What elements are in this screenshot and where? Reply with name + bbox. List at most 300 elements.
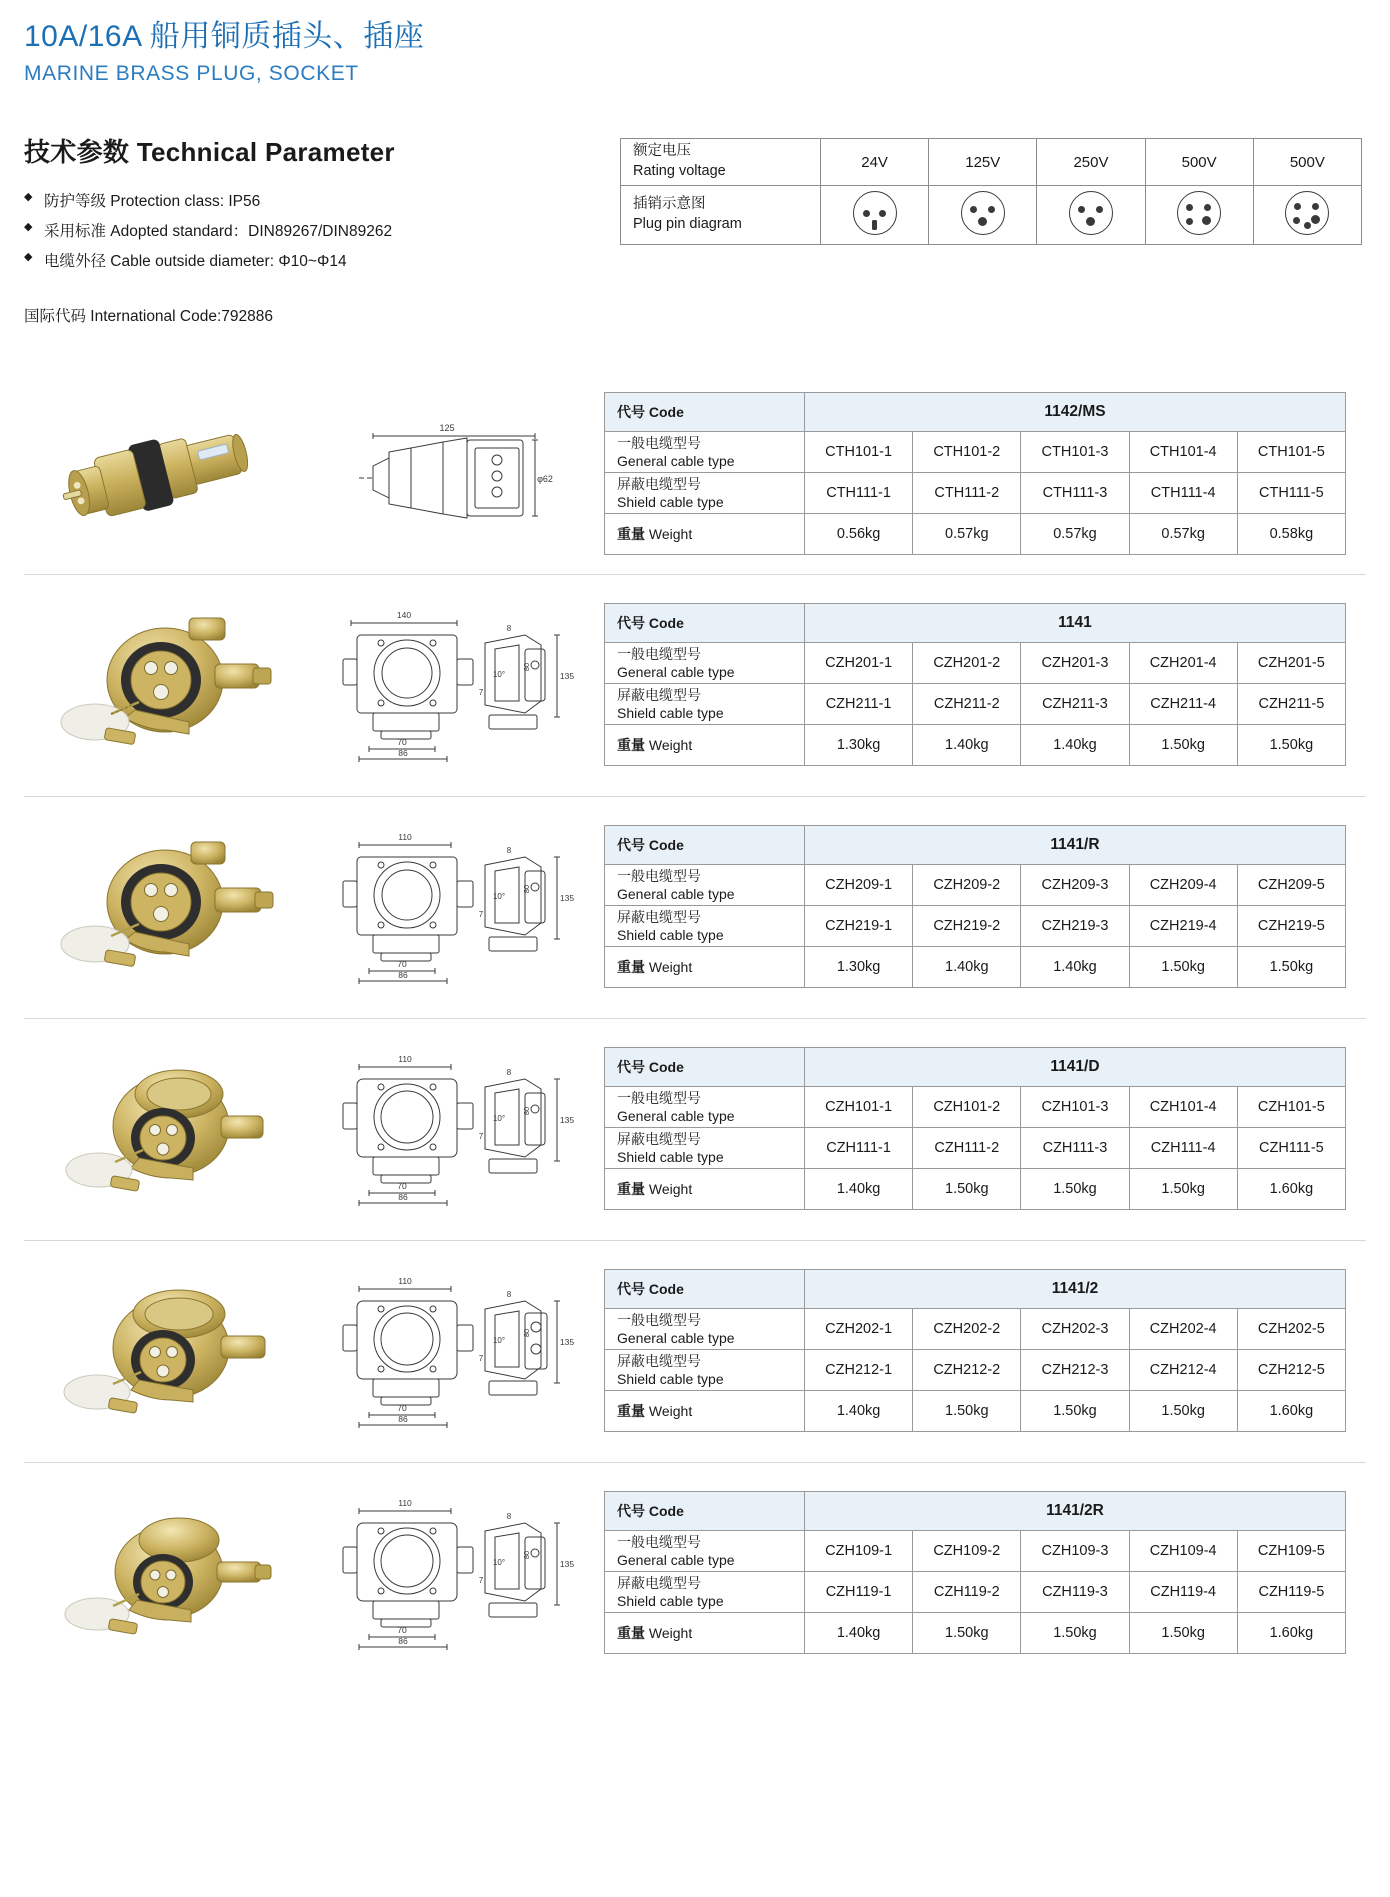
code-label-en: Code [648,403,684,420]
dim-base-b: 86 [398,1191,408,1202]
dim-angle: 10° [492,1557,506,1567]
weight-label [605,1391,805,1432]
shield-cable-label-cn: 屏蔽电缆型号 [617,475,701,492]
list-item-label: 电缆外径 Cable outside diameter: Φ10~Φ14 [44,253,347,271]
pin-bar [872,220,877,230]
dim-height: 135 [559,1558,575,1569]
marine-brass-socket-cover-photo [39,1054,289,1204]
table-row [605,1572,1346,1613]
table-row [605,1613,1346,1654]
socket-dimension-drawing [329,1271,579,1431]
dim-height: 135 [559,1114,575,1125]
weight-label-cn: 重量 [617,958,645,975]
shield-cable-label [605,684,805,725]
pin-dot [988,206,995,213]
weight-label-en: Weight [648,958,693,975]
plug-pin-cell [1037,186,1145,245]
voltage-value: 24V [821,139,929,186]
table-row [605,684,1346,725]
weight-value: 0.57kg [913,514,1021,555]
list-item [24,187,604,217]
general-cable-value: CTH101-1 [805,432,913,473]
shield-cable-value: CTH111-5 [1237,473,1345,514]
code-label [605,1492,805,1531]
dim-angle: 10° [492,1335,506,1345]
table-row [605,1350,1346,1391]
general-cable-value: CZH209-3 [1021,865,1129,906]
plug-pin-3p-icon [1069,191,1113,235]
dim-width: 110 [398,831,412,842]
weight-value: 1.50kg [1021,1391,1129,1432]
pin-dot [970,206,977,213]
code-label [605,1048,805,1087]
technical-parameter-heading: 技术参数 Technical Parameter [24,137,395,167]
code-label [605,393,805,432]
weight-label-en: Weight [648,1624,693,1641]
general-cable-label-en: General cable type [617,664,735,680]
product-row [0,1240,1390,1462]
dim-base-a: 70 [397,1624,407,1635]
pin-dot-large [1202,216,1211,225]
shield-cable-value: CZH219-3 [1021,906,1129,947]
table-row [605,725,1346,766]
shield-cable-label-en: Shield cable type [617,494,724,510]
product-code: 1141/2R [805,1492,1346,1531]
shield-cable-label-en: Shield cable type [617,927,724,943]
code-label-en: Code [648,836,684,853]
dim-small: 7 [478,1575,484,1585]
pin-dot [1294,203,1301,210]
shield-cable-label-cn: 屏蔽电缆型号 [617,1574,701,1591]
dim-depth: 80 [522,1106,531,1115]
dim-base-b: 86 [398,1635,408,1646]
pin-dot-large [1086,217,1095,226]
dim-width: 110 [398,1275,412,1286]
shield-cable-label-en: Shield cable type [617,705,724,721]
plug-pin-cell [1253,186,1361,245]
plug-pin-cell [929,186,1037,245]
product-spec-cell [604,1269,1366,1432]
product-photo-cell [24,1054,304,1204]
shield-cable-value: CZH219-5 [1237,906,1345,947]
shield-cable-value: CZH119-4 [1129,1572,1237,1613]
shield-cable-value: CZH119-3 [1021,1572,1129,1613]
pin-dot [863,210,870,217]
shield-cable-label-cn: 屏蔽电缆型号 [617,908,701,925]
list-item-label: 采用标准 Adopted standard：DIN89267/DIN89262 [44,223,393,241]
weight-label-cn: 重量 [617,1402,645,1419]
weight-value: 1.40kg [913,725,1021,766]
general-cable-label [605,432,805,473]
table-row [605,1531,1346,1572]
general-cable-value: CZH109-1 [805,1531,913,1572]
list-item [24,247,604,277]
table-row [605,1309,1346,1350]
rating-voltage-label [621,139,821,186]
row-divider [24,574,1366,575]
svg-text:8: 8 [506,845,512,855]
table-row [605,1270,1346,1309]
marine-brass-socket-photo [39,832,289,982]
general-cable-value: CZH109-4 [1129,1531,1237,1572]
product-drawing-cell [304,1049,604,1209]
plug-pin-3p-icon [961,191,1005,235]
table-row [605,1391,1346,1432]
general-cable-label [605,865,805,906]
general-cable-label-en: General cable type [617,1330,735,1346]
product-row [0,574,1390,796]
weight-value: 1.50kg [1129,1391,1237,1432]
general-cable-label [605,1087,805,1128]
weight-value: 1.50kg [1021,1169,1129,1210]
dim-small: 7 [478,1353,484,1363]
spec-table [604,603,1346,766]
spec-table [604,392,1346,555]
product-code: 1141/D [805,1048,1346,1087]
product-code: 1141/2 [805,1270,1346,1309]
table-row [605,947,1346,988]
weight-value: 1.50kg [1129,947,1237,988]
general-cable-value: CZH201-1 [805,643,913,684]
general-cable-value: CZH202-2 [913,1309,1021,1350]
dim-base-b: 86 [398,969,408,980]
general-cable-value: CZH201-3 [1021,643,1129,684]
dim-base-a: 70 [397,736,407,747]
pin-dot-large [978,217,987,226]
pin-dot [879,210,886,217]
shield-cable-value: CZH211-4 [1129,684,1237,725]
weight-value: 1.40kg [1021,947,1129,988]
table-row [621,139,1362,186]
shield-cable-value: CZH211-3 [1021,684,1129,725]
general-cable-value: CTH101-2 [913,432,1021,473]
general-cable-label-en: General cable type [617,886,735,902]
general-cable-label-cn: 一般电缆型号 [617,645,701,662]
table-row [605,1087,1346,1128]
dim-small: 7 [478,687,484,697]
general-cable-label-cn: 一般电缆型号 [617,1089,701,1106]
product-spec-cell [604,392,1366,555]
spec-table [604,1047,1346,1210]
shield-cable-label-cn: 屏蔽电缆型号 [617,1352,701,1369]
product-row [0,374,1390,574]
dim-angle: 10° [492,891,506,901]
shield-cable-value: CZH111-1 [805,1128,913,1169]
weight-value: 1.50kg [1021,1613,1129,1654]
table-row [605,1492,1346,1531]
weight-label-en: Weight [648,736,693,753]
code-label [605,604,805,643]
general-cable-label-en: General cable type [617,1552,735,1568]
general-cable-value: CZH109-5 [1237,1531,1345,1572]
weight-value: 1.50kg [913,1391,1021,1432]
product-drawing-cell [304,605,604,765]
general-cable-value: CTH101-4 [1129,432,1237,473]
technical-parameter-list [24,187,604,278]
product-drawing-cell [304,827,604,987]
weight-value: 1.60kg [1237,1169,1345,1210]
voltage-value: 125V [929,139,1037,186]
weight-label-cn: 重量 [617,1180,645,1197]
weight-value: 1.50kg [913,1169,1021,1210]
list-item [24,217,604,247]
shield-cable-label-en: Shield cable type [617,1593,724,1609]
general-cable-value: CZH201-5 [1237,643,1345,684]
pin-dot-large [1311,215,1320,224]
shield-cable-value: CZH211-1 [805,684,913,725]
general-cable-value: CZH201-4 [1129,643,1237,684]
shield-cable-value: CZH119-5 [1237,1572,1345,1613]
code-label-cn: 代号 [617,1058,645,1075]
dim-width: 110 [398,1497,412,1508]
dim-depth: 80 [522,662,531,671]
general-cable-value: CZH101-1 [805,1087,913,1128]
socket-dimension-drawing [329,1493,579,1653]
shield-cable-label [605,1128,805,1169]
product-photo-cell [24,832,304,982]
general-cable-label-en: General cable type [617,453,735,469]
table-row [605,826,1346,865]
shield-cable-value: CZH111-4 [1129,1128,1237,1169]
svg-text:φ62: φ62 [537,473,553,484]
general-cable-label-cn: 一般电缆型号 [617,1311,701,1328]
dim-base-a: 70 [397,1180,407,1191]
dim-small: 7 [478,909,484,919]
marine-brass-socket-photo [39,1498,289,1648]
diamond-bullet-icon: ◆ [24,221,33,234]
general-cable-value: CTH101-3 [1021,432,1129,473]
weight-value: 1.40kg [805,1169,913,1210]
product-code: 1142/MS [805,393,1346,432]
plug-pin-2p-icon [853,191,897,235]
weight-value: 1.50kg [1237,725,1345,766]
weight-label-en: Weight [648,1402,693,1419]
product-spec-cell [604,1047,1366,1210]
general-cable-value: CTH101-5 [1237,432,1345,473]
dim-base-b: 86 [398,747,408,758]
weight-value: 0.58kg [1237,514,1345,555]
general-cable-value: CZH101-5 [1237,1087,1345,1128]
table-row [605,393,1346,432]
svg-text:125: 125 [439,422,455,433]
general-cable-value: CZH209-2 [913,865,1021,906]
code-label-cn: 代号 [617,403,645,420]
general-cable-value: CZH202-1 [805,1309,913,1350]
marine-brass-socket-cover-photo [39,1276,289,1426]
shield-cable-label [605,906,805,947]
shield-cable-label-cn: 屏蔽电缆型号 [617,1130,701,1147]
shield-cable-value: CZH211-2 [913,684,1021,725]
voltage-value: 500V [1145,139,1253,186]
dim-base-a: 70 [397,1402,407,1413]
code-label-cn: 代号 [617,836,645,853]
row-divider [24,1240,1366,1241]
plug-dimension-drawing [339,414,569,534]
dim-height: 135 [559,1336,575,1347]
table-row [605,1128,1346,1169]
table-row [605,473,1346,514]
pin-dot [1186,204,1193,211]
shield-cable-value: CZH212-3 [1021,1350,1129,1391]
shield-cable-label-en: Shield cable type [617,1371,724,1387]
general-cable-label [605,1309,805,1350]
svg-text:8: 8 [506,1067,512,1077]
dim-depth: 80 [522,884,531,893]
general-cable-value: CZH101-3 [1021,1087,1129,1128]
code-label-en: Code [648,614,684,631]
weight-value: 1.50kg [1129,1169,1237,1210]
weight-label-en: Weight [648,1180,693,1197]
general-cable-label-cn: 一般电缆型号 [617,867,701,884]
shield-cable-value: CZH212-4 [1129,1350,1237,1391]
weight-value: 1.60kg [1237,1391,1345,1432]
product-photo-cell [24,414,304,534]
shield-cable-value: CZH111-5 [1237,1128,1345,1169]
general-cable-value: CZH209-4 [1129,865,1237,906]
dim-depth: 80 [522,1328,531,1337]
weight-value: 1.50kg [1237,947,1345,988]
weight-value: 0.56kg [805,514,913,555]
pin-dot [1078,206,1085,213]
pin-dot [1304,222,1311,229]
table-row [605,604,1346,643]
rating-voltage-label-cn: 额定电压 [633,143,691,160]
voltage-value: 500V [1253,139,1361,186]
shield-cable-value: CZH111-2 [913,1128,1021,1169]
shield-cable-value: CTH111-1 [805,473,913,514]
general-cable-value: CZH109-2 [913,1531,1021,1572]
page-title-en: MARINE BRASS PLUG, SOCKET [24,61,359,85]
weight-label [605,1613,805,1654]
product-spec-cell [604,825,1366,988]
pin-dot [1204,204,1211,211]
shield-cable-label-cn: 屏蔽电缆型号 [617,686,701,703]
code-label [605,1270,805,1309]
pin-dot [1293,217,1300,224]
weight-value: 1.40kg [1021,725,1129,766]
product-drawing-cell [304,1493,604,1653]
weight-label [605,725,805,766]
shield-cable-value: CTH111-4 [1129,473,1237,514]
product-spec-cell [604,1491,1366,1654]
product-row [0,1462,1390,1684]
svg-text:8: 8 [506,623,512,633]
page-header [0,0,1390,86]
shield-cable-value: CZH119-2 [913,1572,1021,1613]
general-cable-value: CZH101-4 [1129,1087,1237,1128]
product-row [0,1018,1390,1240]
shield-cable-value: CTH111-3 [1021,473,1129,514]
weight-value: 0.57kg [1021,514,1129,555]
product-row [0,796,1390,1018]
table-row [621,186,1362,245]
plug-pin-5p-icon [1285,191,1329,235]
shield-cable-value: CZH219-2 [913,906,1021,947]
shield-cable-value: CZH212-2 [913,1350,1021,1391]
dim-width: 110 [398,1053,412,1064]
weight-value: 1.50kg [913,1613,1021,1654]
weight-label-cn: 重量 [617,1624,645,1641]
general-cable-value: CZH202-3 [1021,1309,1129,1350]
shield-cable-value: CZH111-3 [1021,1128,1129,1169]
product-code: 1141/R [805,826,1346,865]
dim-small: 7 [478,1131,484,1141]
weight-value: 1.50kg [1129,1613,1237,1654]
general-cable-label [605,1531,805,1572]
svg-text:8: 8 [506,1289,512,1299]
product-spec-cell [604,603,1366,766]
weight-value: 1.30kg [805,947,913,988]
shield-cable-label [605,1572,805,1613]
code-label [605,826,805,865]
weight-value: 1.40kg [805,1391,913,1432]
plug-pin-diagram-label-cn: 插销示意图 [633,196,706,213]
rating-voltage-label-en: Rating voltage [633,163,726,179]
general-cable-value: CZH201-2 [913,643,1021,684]
table-row [605,643,1346,684]
general-cable-label [605,643,805,684]
weight-value: 1.50kg [1129,725,1237,766]
table-row [605,1169,1346,1210]
code-label-en: Code [648,1058,684,1075]
weight-label [605,1169,805,1210]
table-row [605,514,1346,555]
plug-pin-cell [1145,186,1253,245]
international-code: 国际代码 International Code:792886 [24,307,274,325]
product-photo-cell [24,610,304,760]
spec-table [604,1491,1346,1654]
marine-brass-plug-photo [39,414,289,534]
general-cable-value: CZH109-3 [1021,1531,1129,1572]
weight-value: 1.40kg [805,1613,913,1654]
dim-base-b: 86 [398,1413,408,1424]
weight-value: 1.60kg [1237,1613,1345,1654]
weight-label [605,947,805,988]
general-cable-value: CZH202-5 [1237,1309,1345,1350]
product-photo-cell [24,1498,304,1648]
dim-angle: 10° [492,1113,506,1123]
dim-depth: 80 [522,1550,531,1559]
code-label-en: Code [648,1502,684,1519]
plug-pin-cell [821,186,929,245]
svg-text:8: 8 [506,1511,512,1521]
row-divider [24,1018,1366,1019]
shield-cable-value: CZH211-5 [1237,684,1345,725]
table-row [605,432,1346,473]
plug-pin-4p-icon [1177,191,1221,235]
general-cable-value: CZH209-1 [805,865,913,906]
shield-cable-label-en: Shield cable type [617,1149,724,1165]
general-cable-label-cn: 一般电缆型号 [617,434,701,451]
spec-table [604,1269,1346,1432]
product-drawing-cell [304,1271,604,1431]
dim-angle: 10° [492,669,506,679]
shield-cable-value: CZH212-5 [1237,1350,1345,1391]
table-row [605,865,1346,906]
dim-base-a: 70 [397,958,407,969]
weight-value: 0.57kg [1129,514,1237,555]
product-code: 1141 [805,604,1346,643]
marine-brass-socket-photo [39,610,289,760]
shield-cable-value: CZH119-1 [805,1572,913,1613]
dim-width: 140 [396,609,412,620]
weight-value: 1.40kg [913,947,1021,988]
weight-value: 1.30kg [805,725,913,766]
list-item-label: 防护等级 Protection class: IP56 [44,193,261,210]
table-row [605,906,1346,947]
general-cable-label-en: General cable type [617,1108,735,1124]
diamond-bullet-icon: ◆ [24,191,33,203]
